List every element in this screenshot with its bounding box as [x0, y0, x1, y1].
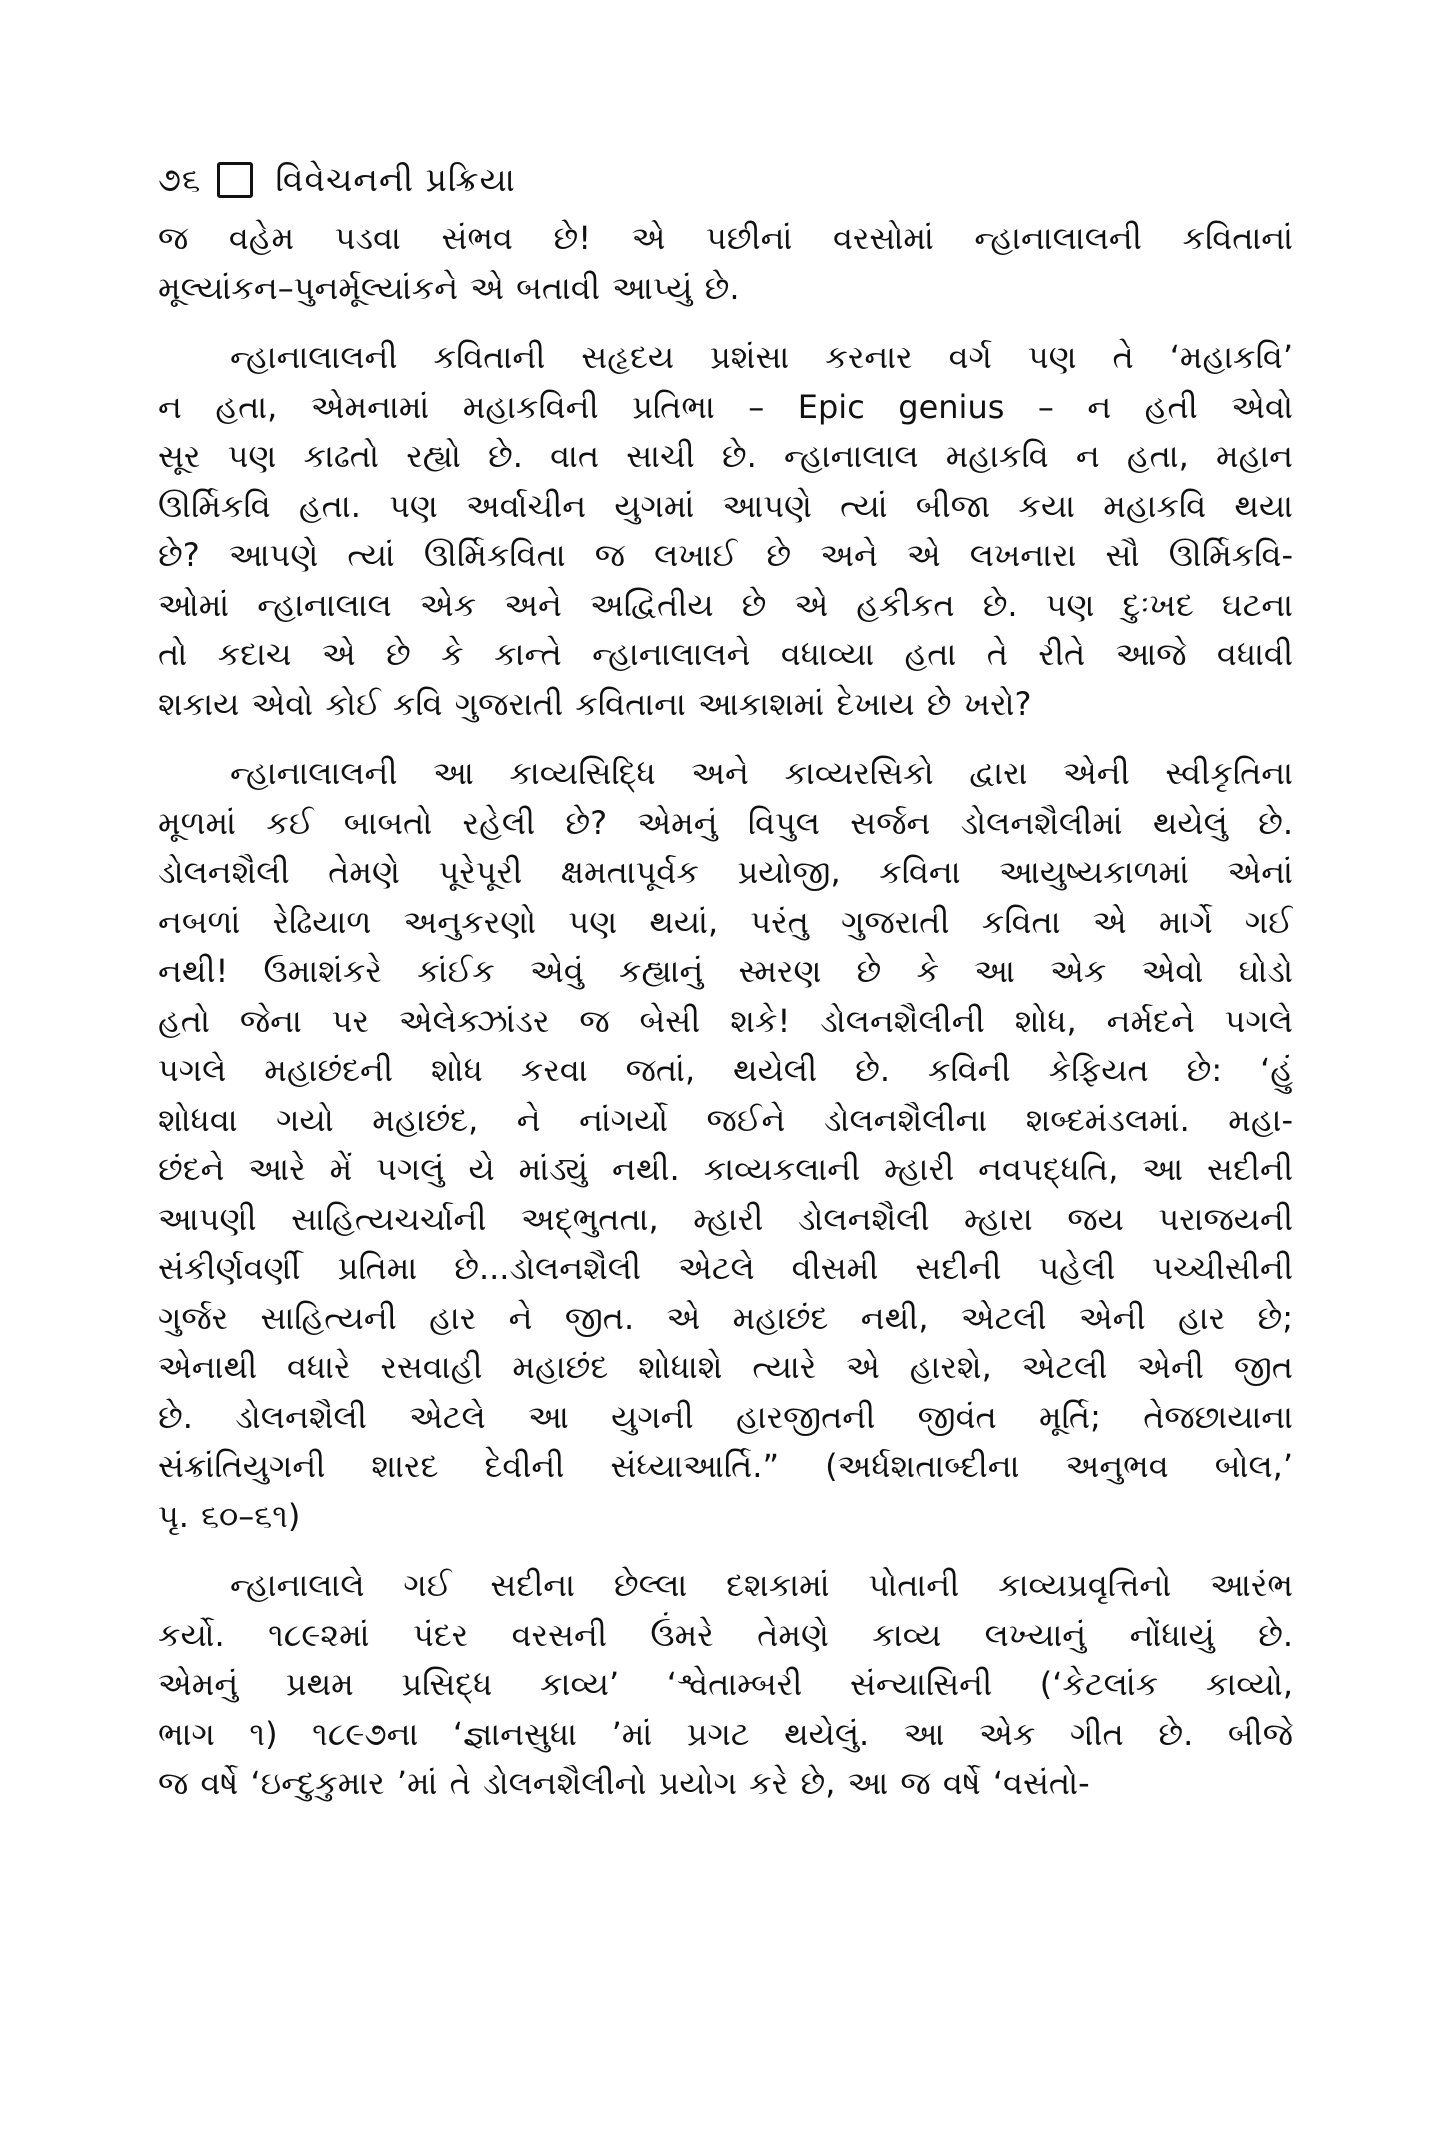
text-line: ભાગ ૧) ૧૮૯૭ના ‘જ્ઞાનસુધા ’માં પ્રગટ થયેલું. આ એક ગીત છે. બીજે [158, 1714, 1293, 1753]
text-line: નથી! ઉમાશંકરે કાંઈક એવું કહ્યાનું સ્મરણ છે કે આ એક એવો ઘોડો [158, 952, 1293, 990]
text-line: એનાથી વધારે રસવાહી મહાછંદ શોધાશે ત્યારે એ હારશે, એટલી એની જીત [158, 1348, 1293, 1386]
text-line: ગુર્જર સાહિત્યની હાર ને જીત. એ મહાછંદ નથી, એટલી એની હાર છે; [158, 1298, 1293, 1337]
text-line: શકાય એવો કોઈ કવિ ગુજરાતી કવિતાના આકાશમાં દેખાય છે ખરો? [158, 684, 1032, 723]
text-line: જ વહેમ પડવા સંભવ છે! એ પછીનાં વરસોમાં ન્હાનાલાલની કવિતાનાં [158, 219, 1293, 257]
text-line: જ વર્ષે ‘ઇન્દુકુમાર ’માં તે ડોલનશૈલીનો પ્રયોગ કરે છે, આ જ વર્ષે ‘વસંતો- [158, 1764, 1090, 1802]
text-line: ન્હાનાલાલની કવિતાની સહૃદય પ્રશંસા કરનાર વર્ગ પણ તે ‘મહાકવિ’ [230, 338, 1293, 376]
text-line: સૂર પણ કાઢતો રહ્યો છે. વાત સાચી છે. ન્હાનાલાલ મહાકવિ ન હતા, મહાન [158, 437, 1293, 475]
text-line: શોધવા ગયો મહાછંદ, ને નાંગર્યો જઈને ડોલનશૈલીના શબ્દમંડલમાં. મહા- [158, 1100, 1293, 1139]
text-line: તો કદાચ એ છે કે કાન્તે ન્હાનાલાલને વધાવ્યા હતા તે રીતે આજે વધાવી [158, 635, 1293, 673]
paragraph [158, 1561, 1293, 1809]
text-line: સંક્રાંતિયુગની શારદ દેવીની સંધ્યાઆર્તિ.” (અર્ધશતાબ્દીના અનુભવ બોલ,’ [158, 1447, 1293, 1485]
text-line: પગલે મહાછંદની શોધ કરવા જતાં, થયેલી છે. કવિની કેફિયત છે: ‘હું [158, 1051, 1293, 1089]
text-line: ડોલનશૈલી તેમણે પૂરેપૂરી ક્ષમતાપૂર્વક પ્રયોજી, કવિના આયુષ્યકાળમાં એનાં [158, 853, 1293, 891]
square-ornament-icon [217, 162, 253, 198]
text-line: ઓમાં ન્હાનાલાલ એક અને અદ્વિતીય છે એ હકીકત છે. પણ દુઃખદ ઘટના [158, 585, 1293, 624]
text-line: મૂળમાં કઈ બાબતો રહેલી છે? એમનું વિપુલ સર્જન ડોલનશૈલીમાં થયેલું છે. [158, 803, 1293, 842]
paragraph [158, 749, 1293, 1541]
body-text [158, 214, 1293, 1809]
book-page [158, 150, 1293, 1809]
text-line: આપણી સાહિત્યચર્ચાની અદ્ભુતતા, મ્હારી ડોલનશૈલી મ્હારા જય પરાજયની [158, 1199, 1293, 1238]
text-line: સંકીર્ણવર્ણી પ્રતિમા છે...ડોલનશૈલી એટલે વીસમી સદીની પહેલી પચ્ચીસીની [158, 1249, 1293, 1287]
text-line: મૂલ્યાંકન–પુનર્મૂલ્યાંકને એ બતાવી આપ્યું છે. [158, 268, 740, 307]
running-head [158, 150, 1293, 210]
page-number: ૭૬ [158, 160, 202, 199]
text-line: ન્હાનાલાલની આ કાવ્યસિદ્ધિ અને કાવ્યરસિકો દ્વારા એની સ્વીકૃતિના [230, 754, 1293, 792]
text-line: કર્યો. ૧૮૯૨માં પંદર વરસની ઉંમરે તેમણે કાવ્ય લખ્યાનું નોંધાયું છે. [158, 1615, 1293, 1654]
text-line: ઊર્મિકવિ હતા. પણ અર્વાચીન યુગમાં આપણે ત્યાં બીજા કયા મહાકવિ થયા [158, 486, 1293, 525]
paragraph [158, 333, 1293, 729]
text-line: છે? આપણે ત્યાં ઊર્મિકવિતા જ લખાઈ છે અને એ લખનારા સૌ ઊર્મિકવિ- [158, 536, 1293, 574]
text-line: નબળાં રેઢિયાળ અનુકરણો પણ થયાં, પરંતુ ગુજરાતી કવિતા એ માર્ગે ગઈ [158, 902, 1293, 941]
text-line: છે. ડોલનશૈલી એટલે આ યુગની હારજીતની જીવંત મૂર્તિ; તેજછાયાના [158, 1397, 1293, 1436]
text-line: ન્હાનાલાલે ગઈ સદીના છેલ્લા દશકામાં પોતાની કાવ્યપ્રવૃત્તિનો આરંભ [230, 1566, 1293, 1604]
paragraph [158, 214, 1293, 313]
text-line: પૃ. ૬૦–૬૧) [158, 1496, 301, 1535]
text-line: એમનું પ્રથમ પ્રસિદ્ધ કાવ્ય’ ‘શ્વેતામ્બરી સંન્યાસિની (‘કેટલાંક કાવ્યો, [158, 1665, 1293, 1703]
text-line: હતો જેના પર એલેક્ઝાંડર જ બેસી શકે! ડોલનશૈલીની શોધ, નર્મદને પગલે [158, 1001, 1293, 1040]
text-line: ન હતા, એમનામાં મહાકવિની પ્રતિભા – Epic genius – ન હતી એવો [158, 387, 1293, 426]
text-line: છંદને આરે મેં પગલું યે માંડ્યું નથી. કાવ્યકલાની મ્હારી નવપદ્ધતિ, આ સદીની [158, 1150, 1293, 1188]
running-head-title: વિવેચનની પ્રક્રિયા [275, 160, 516, 199]
